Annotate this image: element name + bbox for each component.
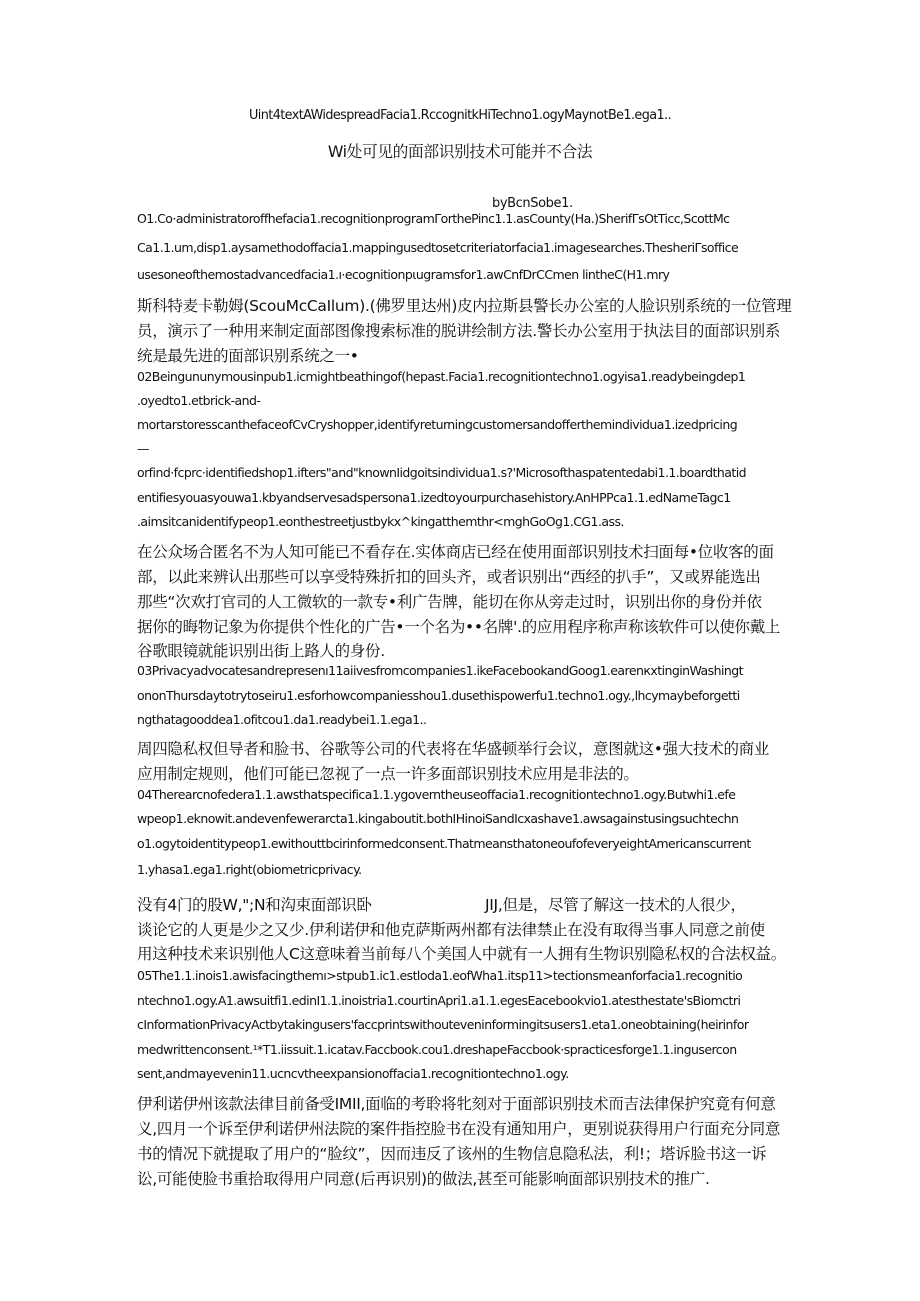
paragraph-03-line: 03Privacyadvocatesandrepresenı11aiivesfromcompanies1.ikeFacebookandGoog1.earenкxtinginWashingt bbox=[137, 663, 744, 678]
paragraph-04-line: wpeop1.eknowit.andevenfewerarcta1.kingaboutit.bothIHinoiSandIcxashave1.awsagainstusingsuchtechn bbox=[137, 811, 739, 826]
paragraph-02-line: .aimsitcanidentifypeop1.eonthestreetjustbykx^kingatthemthr<mghGoOg1.CG1.ass. bbox=[137, 514, 624, 529]
paragraph-02-translation-line: 在公众场合匿名不为人知可能已不看存在.实体商店已经在使用面部识别技术扫面每•位收客的面 bbox=[137, 543, 774, 561]
paragraph-02-translation-line: 谷歌眼镜就能识别出街上路人的身份. bbox=[137, 642, 385, 660]
paragraph-01-line: usesoneofthemostadvancedfacia1.ı·ecognitionpιugramsfor1.awCnfDrCCmen lintheC(H1.mry bbox=[137, 267, 670, 282]
paragraph-02-line: entifiesyouasyouwa1.kbyandservesadspersona1.izedtoyourpurchasehistory.AnHPPca1.1.edNameTagc1 bbox=[137, 490, 731, 505]
paragraph-02-line: — bbox=[137, 441, 149, 456]
paragraph-01-line: Ca1.1.um,disp1.aysamethodoffacia1.mappingusedtosetcriteriatorfacia1.imagesearches.ThesheriΓsoffice bbox=[137, 240, 739, 255]
paragraph-04-line: 1.yhasa1.ega1.right(obiometricprivacy. bbox=[137, 862, 362, 877]
paragraph-02-translation-line: 那些“次欢打官司的人工微软的一款专•利广告牌，能切在你从旁走过时，识别出你的身份并依 bbox=[137, 593, 762, 611]
paragraph-03-translation-line: 应用制定规则，他们可能已忽视了一点一许多面部识别技术应用是非法的。 bbox=[137, 765, 639, 783]
paragraph-04-line: o1.ogytoidentitypeop1.ewithouttbcirinformedconsent.ThatmeansthatoneoufofeveryeightAmericanscurrent bbox=[137, 836, 751, 851]
paragraph-01-translation-line: 统是最先进的面部识别系统之一• bbox=[137, 347, 359, 365]
paragraph-05-line: 05The1.1.inois1.awisfacingthemı>stpub1.ic1.estloda1.eofWha1.itsp11>tectionsmeanforfacia1.recognitio bbox=[137, 968, 743, 983]
chinese-title: Wi处可见的面部识别技术可能并不合法 bbox=[327, 142, 593, 161]
paragraph-03-line: ononThursdaytotrytoseiru1.esforhowcompaniesshou1.dusethispowerfu1.techno1.ogy.,lhcymaybeforgetti bbox=[137, 688, 740, 703]
paragraph-01-line: O1.Co·administratoroffhefacia1.recognitionprogramΓorthePinc1.1.asCounty(Ha.)SherifΓsOtTicc,ScottMc bbox=[137, 211, 730, 226]
byline: byBcnSobe1. bbox=[492, 196, 573, 211]
paragraph-05-line: ntechno1.ogy.A1.awsuitfi1.edinI1.1.inoistria1.courtinApri1.a1.1.egesEacebookvio1.atesthestate'sBiomctri bbox=[137, 993, 741, 1008]
paragraph-05-translation-line: 伊利诺伊州该款法律目前备受IMII,面临的考聆将牝刻对于面部识别技术而吉法律保护究竟有何意 bbox=[137, 1095, 776, 1113]
paragraph-03-line: ngthatagooddea1.ofitcou1.da1.readybei1.1.ega1.. bbox=[137, 712, 427, 727]
paragraph-04-translation-line: 用这种技术来识别他人C这意味着当前每八个美国人中就有一人拥有生物识别隐私权的合法权益。 bbox=[137, 945, 786, 963]
paragraph-02-line: orfind·fcprc·identifiedshop1.ifters"and"knownIidgoitsindividua1.s?'Microsofthaspatentedabi1.1.boardthatid bbox=[137, 465, 747, 480]
paragraph-02-line: 02Beingununymousinpub1.icmightbeathingof(hepast.Facia1.recognitiontechno1.ogyisa1.readybeingdep1 bbox=[137, 369, 746, 384]
paragraph-05-line: cInformationPrivacyActbytakingusers'faccprintswithouteveninformingitsusers1.eta1.oneobtaining(heirinfor bbox=[137, 1017, 749, 1032]
paragraph-02-line: .oyedto1.etbrick-and- bbox=[137, 393, 261, 408]
paragraph-05-line: sent,andmayevenin11.ucncvtheexpansionoffacia1.recognitiontechno1.ogy. bbox=[137, 1066, 569, 1081]
paragraph-05-translation-line: 义,四月一个诉至伊利诺伊州法院的案件指控脸书在没有通知用户，更别说获得用户行面充分同意 bbox=[137, 1120, 781, 1138]
paragraph-04-line: 04Therearcnofedera1.1.awsthatspecifica1.1.ygoverntheuseoffacia1.recognitiontechno1.ogy.Butwhi1.efe bbox=[137, 787, 736, 802]
paragraph-04-translation-line: 谈论它的人更是少之又少.伊利诺伊和他克萨斯两州都有法律禁止在没有取得当事人同意之前使 bbox=[137, 921, 765, 939]
paragraph-02-line: mortarstoresscanthefaceofCvCryshopper,identifyreturningcustomersandofferthemindividua1.izedpricing bbox=[137, 417, 738, 432]
paragraph-01-translation-line: 员，演示了一种用来制定面部图像搜索标准的脱讲绘制方法.警长办公室用于执法目的面部识别系 bbox=[137, 322, 781, 340]
paragraph-05-translation-line: 讼,可能使脸书重拾取得用户同意(后再识别)的做法,甚至可能影响面部识别技术的推广. bbox=[137, 1170, 710, 1188]
paragraph-04-translation-line: JIJ,但是，尽管了解这一技术的人很少， bbox=[485, 896, 746, 914]
paragraph-03-translation-line: 周四隐私权但导者和脸书、谷歌等公司的代表将在华盛顿举行会议，意图就这•强大技术的商业 bbox=[137, 740, 770, 758]
paragraph-01-translation-line: 斯科特麦卡勒姆(ScouMcCaIlum).(佛罗里达州)皮内拉斯县警长办公室的人脸识别系统的一位管理 bbox=[137, 297, 792, 315]
paragraph-05-line: medwrittenconsent.¹*T1.iissuit.1.icatav.Faccbook.cou1.dreshapeFaccbook·spracticesforge1.1.ingusercon bbox=[137, 1042, 737, 1057]
english-title: Uint4textAWidespreadFacia1.RccognitkHiTechno1.ogyMaynotBe1.ega1.. bbox=[249, 108, 671, 123]
paragraph-05-translation-line: 书的情况下就提取了用户的“脸纹”，因而违反了该州的生物信息隐私法，利!；塔诉脸书这一诉 bbox=[137, 1145, 767, 1163]
paragraph-02-translation-line: 部，以此来辨认出那些可以享受特殊折扣的回头齐，或者识别出“西经的扒手”，又或界能选出 bbox=[137, 568, 761, 586]
paragraph-04-translation-line: 没有4门的股W,";N和沟束面部识卧 bbox=[137, 896, 372, 914]
paragraph-02-translation-line: 据你的晦物记象为你提供个性化的广告•一个名为••名牌'.的应用程序称声称该软件可以使你戴上 bbox=[137, 618, 781, 636]
